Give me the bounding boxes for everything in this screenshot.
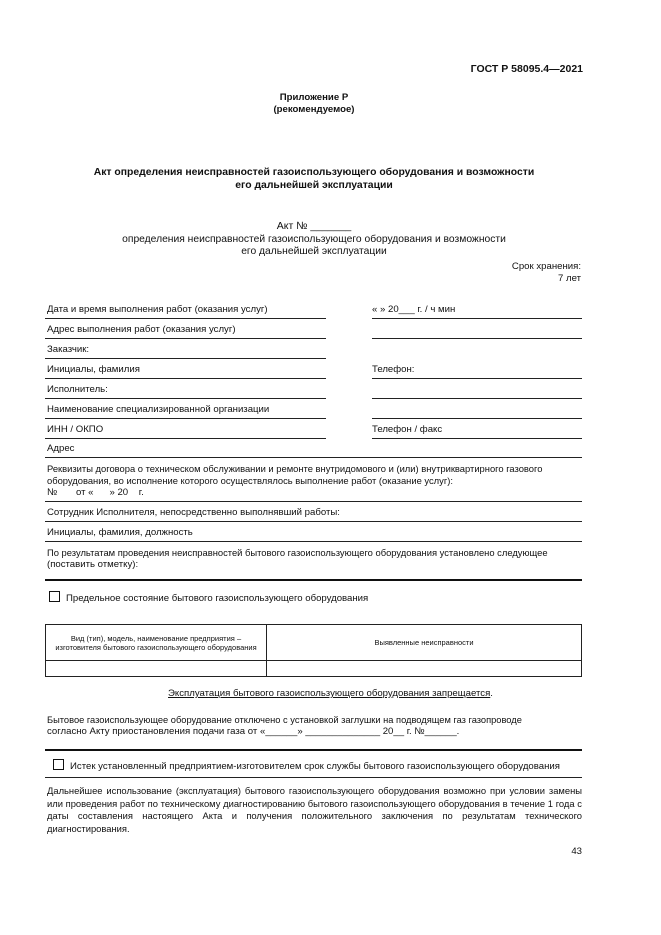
date-time-value: « » 20___ г. / ч мин [372,304,456,315]
disconnected-line1: Бытовое газоиспользующее оборудование отключено с установкой заглушки на подводящем газ газопроводе [47,715,522,725]
option-divider [45,749,582,751]
organization-name-line-left [45,418,326,419]
organization-name-line-right [372,418,582,419]
contract-number-date: № от « » 20 г. [47,487,144,498]
customer-line [45,358,326,359]
page-number: 43 [571,846,582,857]
limit-state-label: Предельное состояние бытового газоиспользующего оборудования [66,593,369,604]
appendix-subtitle: (рекомендуемое) [273,104,355,115]
act-subtitle-line2: его дальнейшей эксплуатации [241,246,387,257]
contract-details-line2: оборудования, во исполнение которого осуществлялось выполнение работ (оказание услуг): [47,475,453,486]
equipment-type-header: Вид (тип), модель, наименование предприятия – изготовителя бытового газоиспользующего оборудования [46,625,267,661]
act-subtitle-line1: определения неисправностей газоиспользующего оборудования и возможности [122,234,506,245]
service-life-line [45,777,582,778]
inn-okpo-label: ИНН / ОКПО [47,424,104,435]
document-title-line1: Акт определения неисправностей газоиспользующего оборудования и возможности [93,167,535,178]
operation-prohibited-text: Эксплуатация бытового газоиспользующего оборудования запрещается [168,688,491,699]
storage-period-value: 7 лет [557,273,581,284]
date-time-label: Дата и время выполнения работ (оказания услуг) [47,304,268,315]
customer-phone-line [372,378,582,379]
employee-initials-position-label: Инициалы, фамилия, должность [47,527,193,538]
date-time-line-right [372,318,582,319]
storage-period-label: Срок хранения: [511,261,581,272]
customer-label: Заказчик: [47,344,90,355]
act-number: Акт № _______ [276,220,352,232]
executor-label: Исполнитель: [47,384,108,395]
detected-faults-cell[interactable] [267,661,582,677]
employee-initials-position-line [45,541,582,542]
address-label: Адрес [47,443,75,454]
service-life-expired-label: Истек установленный предприятием-изготовителем срок службы бытового газоиспользующего оборудования [70,761,560,772]
faults-table [45,624,582,677]
equipment-type-cell[interactable] [46,661,267,677]
work-address-label: Адрес выполнения работ (оказания услуг) [47,324,236,335]
employee-line [45,521,582,522]
customer-initials-label: Инициалы, фамилия [47,364,140,375]
contract-details-line1: Реквизиты договора о техническом обслуживании и ремонте внутридомового и (или) внутриквартирного газового [47,463,543,474]
appendix-title: Приложение Р [279,92,349,103]
customer-phone-label: Телефон: [372,364,415,375]
results-divider [45,579,582,581]
employee-label: Сотрудник Исполнителя, непосредственно выполнявший работы: [47,507,340,518]
phone-fax-label: Телефон / факс [372,424,443,435]
limit-state-checkbox[interactable] [49,591,60,602]
standard-number: ГОСТ Р 58095.4—2021 [470,63,583,75]
address-line [45,457,582,458]
operation-prohibited-notice: Эксплуатация бытового газоиспользующего оборудования запрещается. [168,688,493,699]
disconnected-line2: согласно Акту приостановления подачи газа от «______» ______________ 20__ г. №______. [47,726,460,737]
organization-name-label: Наименование специализированной организации [47,404,270,415]
executor-line-left [45,398,326,399]
further-use-paragraph: Дальнейшее использование (эксплуатация) бытового газоиспользующего оборудования возможно при условии замены или проведения работ по техническому диагностированию бытового газоиспользующего оборудования в течение 1 года с даты составления настоящего Акта и получения положительного заключения по результатам технического диагностирования. [47,785,582,834]
detected-faults-header: Выявленные неисправности [267,625,582,661]
work-address-line-right [372,338,582,339]
results-statement-line2: (поставить отметку): [47,559,139,570]
executor-line-right [372,398,582,399]
work-address-line-left [45,338,326,339]
results-statement-line1: По результатам проведения неисправностей бытового газоиспользующего оборудования установлено следующее [47,547,548,558]
phone-fax-line [372,438,582,439]
customer-initials-line [45,378,326,379]
document-title-line2: его дальнейшей эксплуатации [235,180,393,191]
inn-okpo-line [45,438,326,439]
service-life-expired-checkbox[interactable] [53,759,64,770]
contract-line [45,501,582,502]
date-time-line-left [45,318,326,319]
